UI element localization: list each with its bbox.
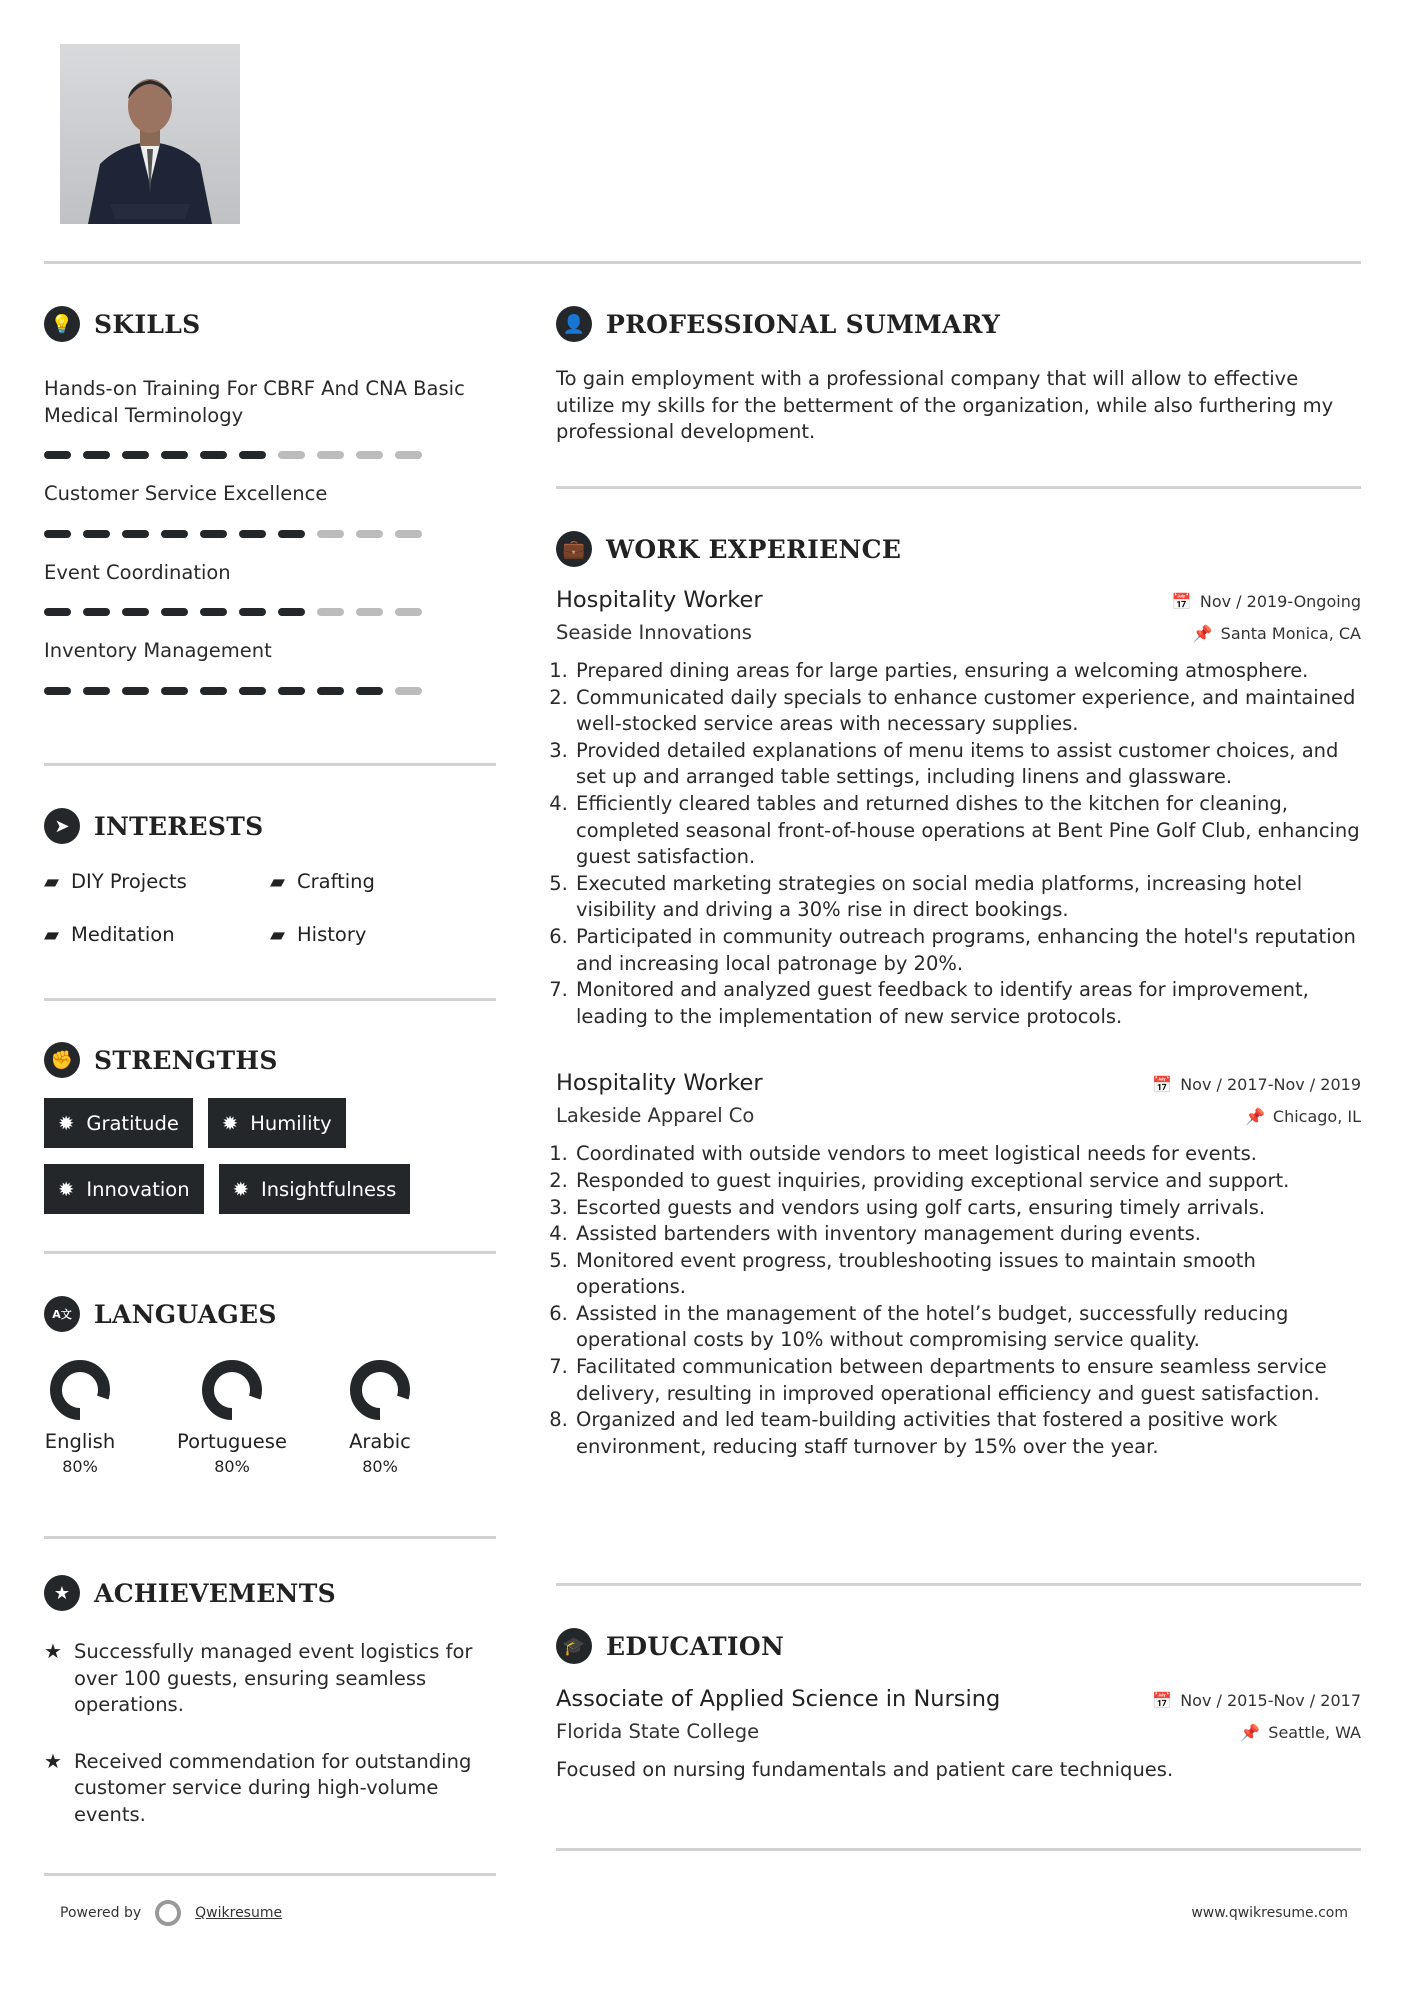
level-segment (239, 608, 266, 616)
job-bullet: 2. Responded to guest inquiries, providing exceptional service and support. (574, 1168, 1361, 1195)
level-segment (356, 608, 383, 616)
achievement-text: Received commendation for outstanding customer service during high-volume events. (73, 1749, 472, 1826)
work-section (556, 529, 1361, 1460)
language-progress-ring (202, 1360, 262, 1420)
level-segment (122, 451, 149, 459)
section-title: LANGUAGES (94, 1299, 277, 1329)
job-date: Nov / 2017-Nov / 2019 (1180, 1075, 1361, 1095)
divider (556, 1848, 1361, 1851)
interest-item (270, 923, 470, 946)
job-bullet: 7. Facilitated communication between departments to ensure seamless service delivery, resulting in improved operational efficiency and guest satisfaction. (574, 1354, 1361, 1407)
strength-tag (44, 1164, 204, 1214)
level-segment (200, 451, 227, 459)
achievement-item (44, 1749, 496, 1829)
job-date: Nov / 2019-Ongoing (1199, 592, 1361, 611)
brand-link[interactable]: Qwikresume (195, 1905, 283, 1921)
badge-icon: ✹ (58, 1177, 75, 1201)
achievements-section (44, 1573, 496, 1829)
interest-label: History (297, 923, 367, 946)
language-percent: 80% (362, 1457, 398, 1476)
book-icon: ▰ (270, 923, 285, 946)
edu-description: Focused on nursing fundamentals and patient care techniques. (556, 1758, 1174, 1781)
strength-label: Humility (250, 1111, 332, 1135)
language-item (172, 1360, 292, 1476)
star-icon: ★ (44, 1748, 62, 1773)
profile-photo (60, 44, 240, 224)
pin-icon: 📌 (1244, 1107, 1265, 1127)
skill-name: Event Coordination (44, 560, 231, 584)
job-title: Hospitality Worker (556, 1070, 763, 1097)
calendar-icon: 📅 (1152, 1075, 1173, 1095)
strength-tag (44, 1098, 193, 1148)
section-title: WORK EXPERIENCE (606, 534, 902, 564)
fist-icon: ✊ (44, 1042, 80, 1078)
degree: Associate of Applied Science in Nursing (556, 1686, 1001, 1712)
school: Florida State College (556, 1720, 760, 1743)
job-entry (556, 587, 1361, 1030)
calendar-icon: 📅 (1171, 592, 1192, 611)
divider (556, 486, 1361, 489)
job-bullet: 7. Monitored and analyzed guest feedback to identify areas for improvement, leading to the implementation of new service protocols. (574, 977, 1361, 1030)
badge-icon: ✹ (221, 1111, 239, 1135)
skill-item (44, 638, 496, 695)
edu-location: Seattle, WA (1268, 1723, 1361, 1742)
job-bullet: 6. Participated in community outreach programs, enhancing the hotel's reputation and increasing local patronage by 20%. (574, 924, 1361, 977)
pin-icon: 📌 (1240, 1723, 1261, 1742)
level-segment (44, 530, 71, 538)
skill-item (44, 376, 496, 459)
languages-section (44, 1294, 496, 1500)
job-location: Santa Monica, CA (1220, 624, 1361, 643)
job-bullet: 4. Efficiently cleared tables and returned dishes to the kitchen for cleaning, completed seasonal front-of-house operations at Bent Pine Golf Club, enhancing guest satisfaction. (574, 791, 1361, 871)
level-segment (161, 451, 188, 459)
company: Seaside Innovations (556, 621, 752, 644)
level-segment (278, 608, 305, 616)
level-segment (200, 530, 227, 538)
site-link[interactable]: www.qwikresume.com (1191, 1905, 1348, 1921)
level-segment (278, 530, 305, 538)
skill-name: Customer Service Excellence (44, 482, 328, 506)
level-segment (356, 530, 383, 538)
badge-icon: ✹ (232, 1177, 249, 1201)
graduation-icon: 🎓 (556, 1628, 592, 1664)
job-bullets (556, 1141, 1361, 1460)
divider (44, 998, 496, 1001)
section-title: PROFESSIONAL SUMMARY (606, 309, 1001, 339)
level-segment (161, 608, 188, 616)
language-percent: 80% (62, 1457, 98, 1476)
job-bullet: 8. Organized and led team-building activities that fostered a positive work environment, reducing staff turnover by 15% over the year. (574, 1407, 1361, 1460)
summary-text: To gain employment with a professional company that will allow to effective utilize my skills for the betterment of the organization, while also furthering my professional development. (556, 367, 1334, 444)
strength-tag (219, 1164, 411, 1214)
level-segment (239, 530, 266, 538)
level-segment (395, 687, 422, 695)
divider (44, 763, 496, 766)
level-segment (395, 608, 422, 616)
level-segment (83, 608, 110, 616)
level-segment (317, 687, 344, 695)
language-item (20, 1360, 140, 1476)
star-icon: ★ (44, 1639, 62, 1663)
job-bullet: 2. Communicated daily specials to enhance customer experience, and maintained well-stocked service areas with necessary supplies. (574, 685, 1361, 738)
job-bullet: 6. Assisted in the management of the hotel’s budget, successfully reducing operational costs by 10% without compromising service quality. (574, 1301, 1361, 1354)
education-section (556, 1626, 1361, 1784)
level-segment (122, 608, 149, 616)
achievement-item (44, 1639, 496, 1719)
badge-icon: ✹ (58, 1111, 75, 1135)
job-bullet: 3. Provided detailed explanations of menu items to assist customer choices, and set up and arranged table settings, including linens and glassware. (574, 738, 1361, 791)
achievement-text: Successfully managed event logistics for over 100 guests, ensuring seamless operations. (73, 1640, 473, 1717)
level-segment (122, 530, 149, 538)
skill-level-bar (44, 451, 496, 459)
job-bullets (556, 658, 1361, 1030)
level-segment (161, 687, 188, 695)
divider (44, 1251, 496, 1254)
skill-level-bar (44, 687, 496, 695)
level-segment (239, 687, 266, 695)
interests-section (44, 806, 496, 946)
language-item (320, 1360, 440, 1476)
level-segment (44, 687, 71, 695)
level-segment (278, 451, 305, 459)
level-segment (317, 451, 344, 459)
interest-item (44, 923, 270, 946)
star-icon: ★ (44, 1575, 80, 1611)
paper-plane-icon: ➤ (44, 808, 80, 844)
edu-date: Nov / 2015-Nov / 2017 (1180, 1691, 1361, 1710)
job-bullet: 4. Assisted bartenders with inventory management during events. (574, 1221, 1361, 1248)
level-segment (317, 608, 344, 616)
job-bullet: 1. Prepared dining areas for large parties, ensuring a welcoming atmosphere. (574, 658, 1361, 685)
skill-item (44, 481, 496, 538)
skill-level-bar (44, 608, 496, 616)
book-icon: ▰ (270, 870, 285, 893)
summary-section (556, 304, 1361, 446)
job-bullet: 5. Monitored event progress, troubleshooting issues to maintain smooth operations. (574, 1248, 1361, 1301)
job-title: Hospitality Worker (556, 587, 763, 613)
level-segment (83, 451, 110, 459)
divider (44, 1536, 496, 1539)
job-bullet: 5. Executed marketing strategies on social media platforms, increasing hotel visibility and driving a 30% rise in direct bookings. (574, 871, 1361, 924)
powered-by-label: Powered by (60, 1905, 142, 1921)
company: Lakeside Apparel Co (556, 1104, 755, 1128)
section-title: STRENGTHS (94, 1045, 278, 1075)
footer-powered (60, 1900, 282, 1926)
job-entry (556, 1070, 1361, 1460)
strength-label: Innovation (86, 1177, 190, 1201)
strength-label: Gratitude (86, 1111, 179, 1135)
level-segment (200, 687, 227, 695)
level-segment (200, 608, 227, 616)
user-icon: 👤 (556, 306, 592, 342)
interest-label: DIY Projects (71, 870, 187, 893)
section-title: INTERESTS (94, 811, 264, 841)
skill-item (44, 560, 496, 617)
level-segment (83, 687, 110, 695)
level-segment (83, 530, 110, 538)
level-segment (395, 451, 422, 459)
briefcase-icon: 💼 (556, 531, 592, 567)
divider (44, 1873, 496, 1876)
interest-label: Crafting (297, 870, 375, 893)
language-icon: A文 (44, 1296, 80, 1332)
section-title: EDUCATION (606, 1631, 785, 1661)
job-bullet: 3. Escorted guests and vendors using golf carts, ensuring timely arrivals. (574, 1195, 1361, 1222)
header-divider (44, 261, 1361, 264)
level-segment (122, 687, 149, 695)
skill-name: Inventory Management (44, 639, 272, 663)
section-title: SKILLS (94, 309, 201, 339)
strengths-section (44, 1040, 496, 1214)
job-location: Chicago, IL (1272, 1107, 1361, 1127)
level-segment (44, 451, 71, 459)
interest-item (270, 870, 470, 893)
strength-label: Insightfulness (260, 1177, 397, 1201)
level-segment (239, 451, 266, 459)
level-segment (356, 687, 383, 695)
interest-item (44, 870, 270, 893)
language-progress-ring (350, 1360, 410, 1420)
level-segment (395, 530, 422, 538)
language-progress-ring (50, 1360, 110, 1420)
level-segment (44, 608, 71, 616)
job-bullet: 1. Coordinated with outside vendors to meet logistical needs for events. (574, 1141, 1361, 1168)
strength-tag (208, 1098, 346, 1148)
skill-level-bar (44, 530, 496, 538)
language-name: Portuguese (177, 1430, 287, 1453)
interest-label: Meditation (71, 923, 175, 946)
level-segment (356, 451, 383, 459)
book-icon: ▰ (44, 870, 59, 893)
pin-icon: 📌 (1192, 624, 1213, 643)
language-name: Arabic (349, 1430, 411, 1453)
language-name: English (44, 1430, 116, 1453)
skill-name: Hands-on Training For CBRF And CNA Basic Medical Terminology (44, 377, 465, 427)
section-title: ACHIEVEMENTS (94, 1578, 336, 1608)
language-percent: 80% (214, 1457, 250, 1476)
lightbulb-icon: 💡 (44, 306, 80, 342)
book-icon: ▰ (44, 923, 59, 946)
qwikresume-logo-icon (155, 1900, 181, 1926)
level-segment (278, 687, 305, 695)
level-segment (317, 530, 344, 538)
skills-section (44, 304, 496, 695)
calendar-icon: 📅 (1152, 1691, 1173, 1710)
level-segment (161, 530, 188, 538)
divider (556, 1583, 1361, 1586)
